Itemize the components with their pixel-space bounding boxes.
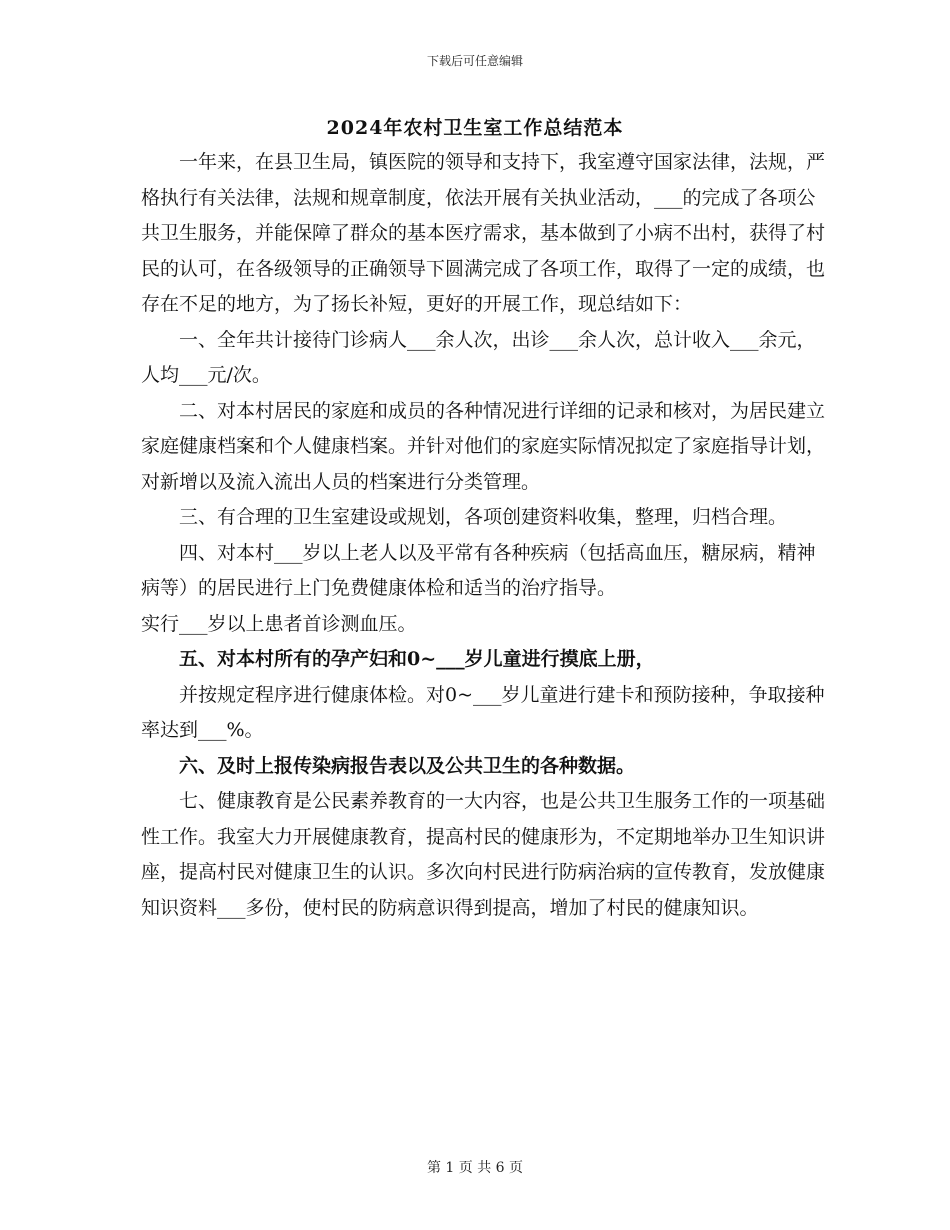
document-title: 2024年农村卫生室工作总结范本 — [326, 117, 624, 139]
paragraph-intro: 一年来，在县卫生局，镇医院的领导和支持下，我室遵守国家法律，法规，严格执行有关法律，法规和规章制度，依法开展有关执业活动，___的完成了各项公共卫生服务，并能保障了群众的基本医疗需求，基本做到了小病不出村，获得了村民的认可，在各级领导的正确领导下圆满完成了各项工作，取得了一定的成绩，也存在不足的地方，为了扬长补短，更好的开展工作，现总结如下： — [141, 151, 826, 315]
document-body — [141, 145, 831, 926]
paragraph-item-4: 四、对本村___岁以上老人以及平常有各种疾病（包括高血压，糖尿病，精神病等）的居民进行上门免费健康体检和适当的治疗指导。 — [141, 541, 816, 599]
paragraph-item-3: 三、有合理的卫生室建设或规划，各项创建资料收集，整理，归档合理。 — [179, 506, 788, 528]
page-number-footer: 第 1 页 共 6 页 — [426, 1160, 524, 1176]
paragraph-item-5-heading: 五、对本村所有的孕产妇和0~___岁儿童进行摸底上册， — [179, 648, 655, 670]
paragraph-item-5: 并按规定程序进行健康体检。对0~___岁儿童进行建卡和预防接种，争取接种率达到___%。 — [141, 683, 825, 741]
paragraph-item-7: 七、健康教育是公民素养教育的一大内容，也是公共卫生服务工作的一项基础性工作。我室大力开展健康教育，提高村民的健康形为，不定期地举办卫生知识讲座，提高村民对健康卫生的认识。多次向村民进行防病治病的宣传教育，发放健康知识资料___多份，使村民的防病意识得到提高，增加了村民的健康知识。 — [141, 790, 826, 919]
paragraph-item-2: 二、对本村居民的家庭和成员的各种情况进行详细的记录和核对，为居民建立家庭健康档案和个人健康档案。并针对他们的家庭实际情况拟定了家庭指导计划，对新增以及流入流出人员的档案进行分类管理。 — [141, 399, 826, 493]
page-header-note: 下载后可任意编辑 — [426, 54, 523, 68]
paragraph-item-4-cont: 实行___岁以上患者首诊测血压。 — [141, 612, 417, 635]
paragraph-item-6: 六、及时上报传染病报告表以及公共卫生的各种数据。 — [179, 754, 636, 777]
paragraph-item-1: 一、全年共计接待门诊病人___余人次，出诊___余人次，总计收入___余元，人均___元/次。 — [141, 328, 816, 386]
